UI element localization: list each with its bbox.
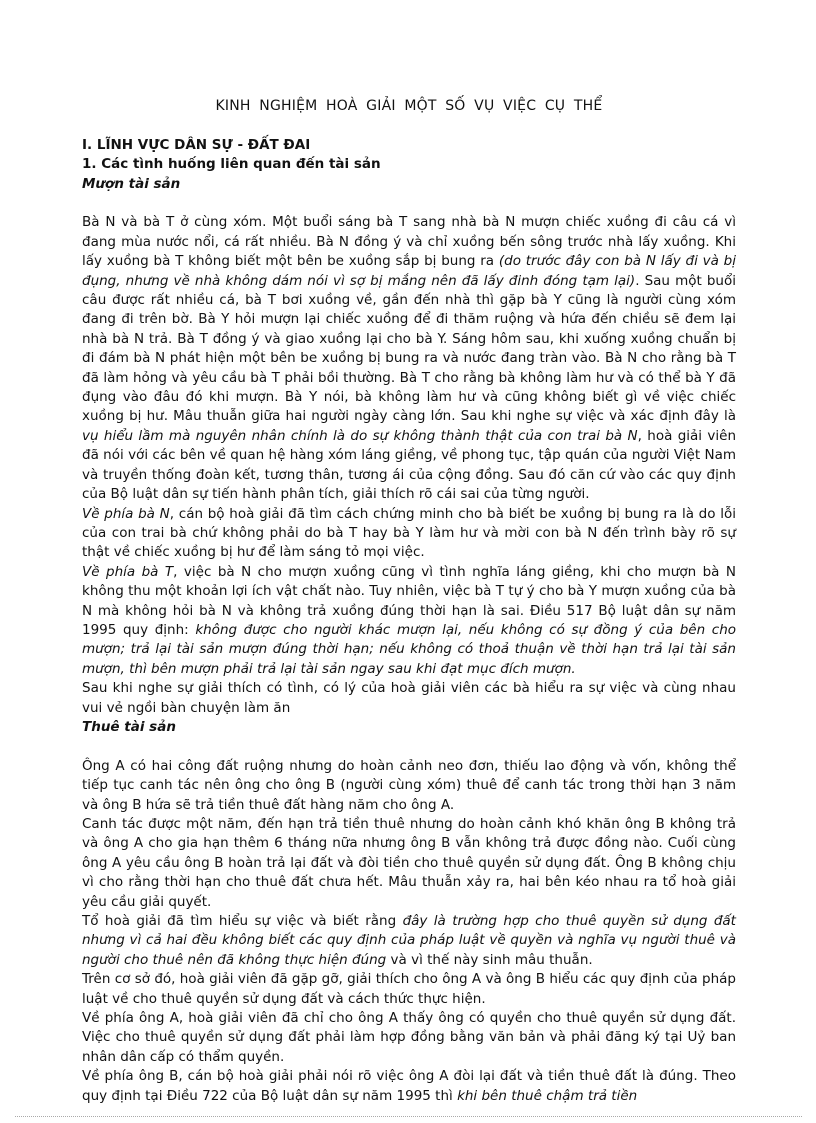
blank-line [82,116,736,135]
paragraph-case1-resolution: Sau khi nghe sự giải thích có tình, có lý của hoà giải viên các bà hiểu ra sự việc và cùng nhau vui vẻ ngồi bàn chuyện làm ăn [82,680,736,716]
blank-line [82,737,736,756]
page-bottom-divider [15,1116,802,1117]
blank-line [82,194,736,213]
paragraph-case2-story: Ông A có hai công đất ruộng nhưng do hoàn cảnh neo đơn, thiếu lao động và vốn, không thể tiếp tục canh tác nên ông cho ông B (người cùng xóm) thuê để canh tác trong thời hạn 3 năm và ông B hứa sẽ trả tiền thuê đất hàng năm cho ông A. [82,757,736,813]
paragraph-case2-side-ong-b: Về phía ông B, cán bộ hoà giải phải nói rõ việc ông A đòi lại đất và tiền thuê đất là đúng. Theo quy định tại Điều 722 của Bộ luật dân sự năm 1995 thì khi bên thuê chậm trả tiền [82,1068,736,1104]
paragraph-case1-story: Bà N và bà T ở cùng xóm. Một buổi sáng bà T sang nhà bà N mượn chiếc xuồng đi câu cá vì đang mùa nước nổi, cá rất nhiều. Bà N đồng ý và chỉ xuồng bến sông trước nhà lấy xuồng. Khi lấy xuồng bà T không biết một bên be xuồng sắp bị bung ra (do trước đây con bà N lấy đi và bị đụng, nhưng về nhà không dám nói vì sợ bị mắng nên đã lấy đinh đóng tạm lại). Sau một buổi câu được rất nhiều cá, bà T bơi xuồng về, gần đến nhà thì gặp bà Y cũng là người cùng xóm đang đi trên bờ. Bà Y hỏi mượn lại chiếc xuồng để đi thăm ruộng và hứa đến chiều sẽ đem lại nhà bà N trả. Bà T đồng ý và giao xuồng lại cho bà Y. Sáng hôm sau, khi xuống xuồng chuẩn bị đi đám bà N phát hiện một bên be xuồng bị bung ra và nước đang tràn vào. Bà N cho rằng bà T đã làm hỏng và yêu cầu bà T phải bồi thường. Bà T cho rằng bà không làm hư và có thể bà Y đã đụng vào đâu đó khi mượn. Bà Y nói, bà không làm hư và cũng không biết gì về việc chiếc xuồng bị hư. Mâu thuẫn giữa hai người ngày càng lớn. Sau khi nghe sự việc và xác định đây là vụ hiểu lầm mà nguyên nhân chính là do sự không thành thật của con trai bà N, hoà giải viên đã nói với các bên về quan hệ hàng xóm láng giềng, về phong tục, tập quán của người Việt Nam và truyền thống đoàn kết, tương thân, tương ái của cộng đồng. Sau đó căn cứ vào các quy định của Bộ luật dân sự tiến hành phân tích, giải thích rõ cái sai của từng người. [82,214,737,503]
document-title: KINH NGHIỆM HOÀ GIẢI MỘT SỐ VỤ VIỆC CỤ THỂ [215,98,603,114]
paragraph-case2-mediation-finding: Tổ hoà giải đã tìm hiểu sự việc và biết rằng đây là trường hợp cho thuê quyền sử dụng đất nhưng vì cả hai đều không biết các quy định của pháp luật về quyền và nghĩa vụ người thuê và người cho thuê nên đã không thực hiện đúng và vì thế này sinh mâu thuẫn. [82,913,736,968]
paragraph-case1-side-ba-t: Về phía bà T, việc bà N cho mượn xuồng cũng vì tình nghĩa láng giềng, khi cho mượn bà N không thu một khoản lợi ích vật chất nào. Tuy nhiên, việc bà T tự ý cho bà Y mượn xuồng của bà N mà không hỏi bà N và không trả xuồng đúng thời hạn là sai. Điều 517 Bộ luật dân sự năm 1995 quy định: không được cho người khác mượn lại, nếu không có sự đồng ý của bên cho mượn; trả lại tài sản mượn đúng thời hạn; nếu không có thoả thuận về thời hạn trả lại tài sản mượn, thì bên mượn phải trả lại tài sản ngay sau khi đạt mục đích mượn. [82,563,737,677]
case-heading-thue-tai-san: Thuê tài sản [82,718,176,735]
paragraph-case1-side-ba-n: Về phía bà N, cán bộ hoà giải đã tìm cách chứng minh cho bà biết be xuồng bị bung ra là do lỗi của con trai bà chứ không phải do bà T hay bà Y làm hư và mời con bà N đến trình bày rõ sự thật về chiếc xuồng bị hư để làm sáng tỏ mọi việc. [82,505,736,561]
case-heading-muon-tai-san: Mượn tài sản [82,175,181,192]
document-content [82,97,736,1106]
paragraph-case2-side-ong-a: Về phía ông A, hoà giải viên đã chỉ cho ông A thấy ông có quyền cho thuê quyền sử dụng đất. Việc cho thuê quyền sử dụng đất phải làm hợp đồng bằng văn bản và phải đăng ký tại Uỷ ban nhân dân cấp có thẩm quyền. [82,1010,736,1065]
paragraph-case2-conflict: Canh tác được một năm, đến hạn trả tiền thuê nhưng do hoàn cảnh khó khăn ông B không trả và ông A cho gia hạn thêm 6 tháng nữa nhưng ông B vẫn không trả được đồng nào. Cuối cùng ông A yêu cầu ông B hoàn trả lại đất và đòi tiền cho thuê quyền sử dụng đất. Ông B không chịu vì cho rằng thời hạn cho thuê đất chưa hết. Mâu thuẫn xảy ra, hai bên kéo nhau ra tổ hoà giải yêu cầu giải quyết. [82,815,736,910]
paragraph-case2-mediation-action: Trên cơ sở đó, hoà giải viên đã gặp gỡ, giải thích cho ông A và ông B hiểu các quy định của pháp luật về cho thuê quyền sử dụng đất và cách thức thực hiện. [82,971,736,1007]
section-heading: I. LĨNH VỰC DÂN SỰ - ĐẤT ĐAI [82,136,311,153]
topic-heading: 1. Các tình huống liên quan đến tài sản [82,156,381,173]
